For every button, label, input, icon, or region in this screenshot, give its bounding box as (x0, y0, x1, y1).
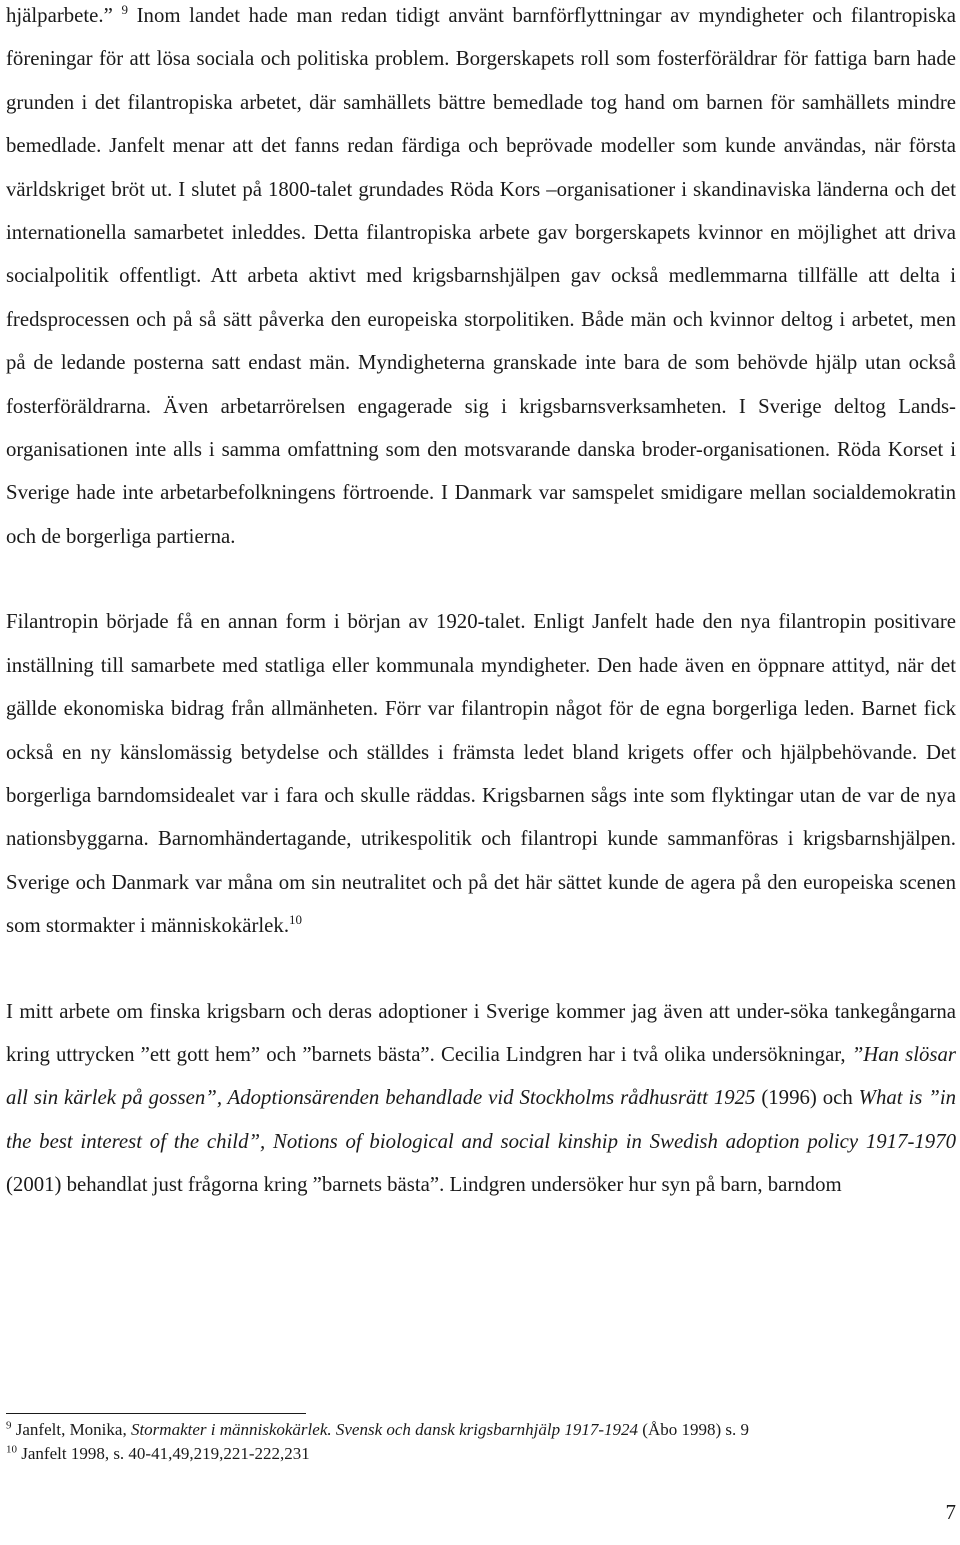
footnote-text: (Åbo 1998) s. 9 (638, 1420, 750, 1439)
work-title-2: What is ”in the best interest of the child”, Notions of biological and social kinship in Swedish adoption policy 1917-1970 (6, 1086, 956, 1153)
footnote-work-title: Stormakter i människokärlek. Svensk och dansk krigsbarnhjälp 1917-1924 (130, 1420, 639, 1439)
paragraph-3-text-c: (2001) behandlat just frågorna kring ”barnets bästa”. Lindgren undersöker hur syn på barn, barndom (6, 1173, 842, 1197)
footnotes (6, 1418, 956, 1466)
page-number: 7 (945, 1500, 956, 1524)
paragraph-1-text-b: Inom landet hade man redan tidigt använt barnförflyttningar av myndigheter och filantropiska föreningar för att lösa sociala och politiska problem. Borgerskapets roll som fosterföräldrar för fattiga barn hade grunden i det filantropiska arbetet, där samhällets bättre bemedlade tog hand om barnen för samhällets mindre bemedlade. Janfelt menar att det fanns redan färdiga och beprövade modeller som kunde användas, när första världskriget bröt ut. I slutet på 1800-talet grundades Röda Kors –organisationer i skandinaviska länderna och det internationella samarbetet inleddes. Detta filantropiska arbete gav borgerskapets kvinnor en möjlighet att driva socialpolitik offentligt. Att arbeta aktivt med krigsbarnshjälpen gav också medlemmarna tillfälle att delta i fredsprocessen och på så sätt påverka den europeiska storpolitiken. Både män och kvinnor deltog i arbetet, men på de ledande posterna satt endast män. Myndigheterna granskade inte bara de som behövde hjälp utan också fosterföräldrarna. Även arbetarrörelsen engagerade sig i krigsbarnsverksamheten. I Sverige deltog Lands-organisationen inte alls i samma omfattning som den motsvarande danska broder-organisationen. Röda Korset i Sverige hade inte arbetarbefolkningens förtroende. I Danmark var samspelet smidigare mellan socialdemokratin och de borgerliga partierna. (6, 4, 956, 548)
footnote-text: Janfelt, Monika, (11, 1420, 131, 1439)
footnote-number: 9 (6, 1419, 12, 1432)
footnote-separator (6, 1413, 306, 1414)
paragraph-3 (6, 990, 956, 1207)
footnote-9 (6, 1418, 956, 1442)
paragraph-2-text: Filantropin började få en annan form i början av 1920-talet. Enligt Janfelt hade den nya filantropin positivare inställning till samarbete med statliga eller kommunala myndigheter. Den hade även en öppnare attityd, när det gällde ekonomiska bidrag från allmänheten. Förr var filantropin något för de egna borgerliga leden. Barnet fick också en ny känslomässig betydelse och ställdes i främsta ledet bland krigets offer och hjälpbehövande. Det borgerliga barndomsidealet var i fara och skulle räddas. Krigsbarnen sågs inte som flyktingar utan de var de nya nationsbyggarna. Barnomhändertagande, utrikespolitik och filantropi kunde sammanföras i krigsbarnshjälpen. Sverige och Danmark var måna om sin neutralitet och på det här sättet kunde de agera på den europeiska scenen som stormakter i människokärlek. (6, 610, 956, 938)
footnote-10 (6, 1442, 956, 1466)
paragraph-gap (6, 558, 956, 600)
paragraph-1 (6, 0, 956, 558)
work-title-1: ”Han slösar all sin kärlek på gossen”, Adoptionsärenden behandlade vid Stockholms rådhusrätt 1925 (6, 1042, 957, 1110)
paragraph-gap (6, 948, 956, 990)
document-body (6, 0, 956, 1207)
footnote-text: Janfelt 1998, s. 40-41,49,219,221-222,231 (17, 1444, 310, 1463)
paragraph-2 (6, 600, 956, 947)
footnote-ref-10[interactable]: 10 (289, 912, 303, 928)
footnote-number: 10 (6, 1443, 17, 1456)
paragraph-1-text-a: hjälparbete.” (6, 4, 122, 27)
paragraph-3-text-a: I mitt arbete om finska krigsbarn och deras adoptioner i Sverige kommer jag även att under-söka tankegångarna kring uttrycken ”ett gott hem” och ”barnets bästa”. Cecilia Lindgren har i två olika undersökningar, (6, 999, 956, 1066)
paragraph-3-text-b: (1996) och (755, 1086, 859, 1110)
footnote-ref-9[interactable]: 9 (121, 2, 128, 18)
